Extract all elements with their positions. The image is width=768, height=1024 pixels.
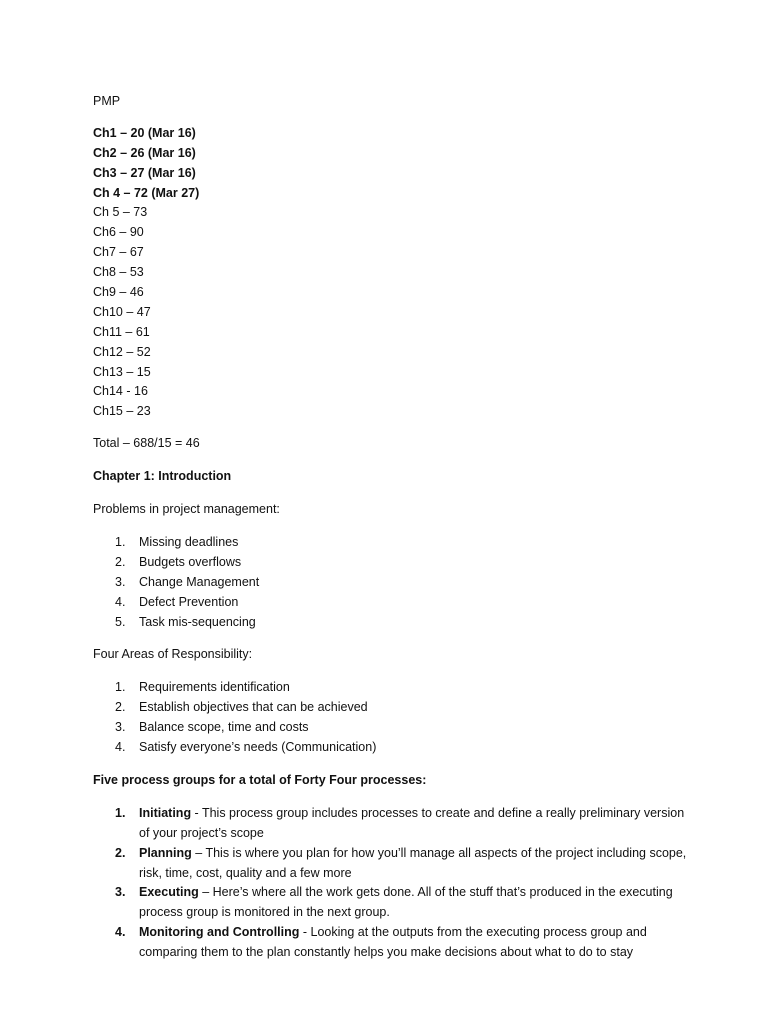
chapter-line: Ch11 – 61	[93, 324, 150, 339]
group-name: Initiating	[139, 805, 192, 820]
list-item: 3. Executing – Here’s where all the work gets done. All of the stuff that’s produced in the executing process group is monitored in the next group.	[115, 885, 673, 920]
chapter-line: Ch15 – 23	[93, 404, 151, 419]
list-item: 2. Budgets overflows	[93, 553, 693, 573]
list-item-text: Change Management	[139, 574, 260, 589]
list-item-text: Task mis-sequencing	[139, 614, 256, 629]
list-item: 4. Defect Prevention	[93, 593, 693, 613]
chapter-line: Ch 5 – 73	[93, 205, 148, 220]
list-item: 1. Requirements identification	[93, 678, 693, 698]
chapter-heading: Chapter 1: Introduction	[93, 469, 232, 484]
list-item: 5. Task mis-sequencing	[93, 613, 693, 633]
chapter-line: Ch10 – 47	[93, 304, 151, 319]
chapter-line: Ch3 – 27 (Mar 16)	[93, 165, 196, 180]
chapter-line: Ch9 – 46	[93, 285, 144, 300]
group-desc: - Looking at the outputs from the executing process group and comparing them to the plan constantly helps you make decisions about what to do to stay	[139, 925, 647, 960]
list-item-text: Balance scope, time and costs	[139, 720, 309, 735]
chapter-line: Ch 4 – 72 (Mar 27)	[93, 185, 200, 200]
chapter-line: Ch1 – 20 (Mar 16)	[93, 125, 196, 140]
list-item: 4. Monitoring and Controlling - Looking at the outputs from the executing process group and comparing them to the plan constantly helps you make decisions about what to do to stay	[115, 925, 647, 960]
process-groups-list	[93, 804, 693, 963]
list-item-text: Requirements identification	[139, 680, 290, 695]
list-item: 4. Satisfy everyone’s needs (Communication)	[93, 738, 693, 758]
chapter-line: Ch2 – 26 (Mar 16)	[93, 145, 196, 160]
group-desc: – This is where you plan for how you’ll manage all aspects of the project including scope, risk, time, cost, quality and a few more	[139, 845, 687, 880]
group-name: Monitoring and Controlling	[139, 925, 300, 940]
list-item: 2. Establish objectives that can be achieved	[93, 698, 693, 718]
list-item: 3. Balance scope, time and costs	[93, 718, 693, 738]
chapter-line: Ch8 – 53	[93, 265, 144, 280]
total-line: Total – 688/15 = 46	[93, 436, 200, 451]
areas-list	[93, 678, 693, 758]
problems-heading: Problems in project management:	[93, 502, 280, 517]
list-item-text: Establish objectives that can be achieved	[139, 700, 368, 715]
list-item: 2. Planning – This is where you plan for how you’ll manage all aspects of the project including scope, risk, time, cost, quality and a few more	[115, 845, 687, 880]
document-body	[93, 92, 693, 963]
list-item: 1. Initiating - This process group includes processes to create and define a really preliminary version of your project’s scope	[115, 805, 685, 840]
list-item-text: Missing deadlines	[139, 534, 239, 549]
chapter-line: Ch14 - 16	[93, 384, 148, 399]
list-item: 3. Change Management	[93, 573, 693, 593]
group-desc: – Here’s where all the work gets done. All of the stuff that’s produced in the executing process group is monitored in the next group.	[139, 885, 673, 920]
chapter-line: Ch6 – 90	[93, 225, 144, 240]
group-desc: - This process group includes processes to create and define a really preliminary version of your project’s scope	[139, 805, 685, 840]
chapter-line: Ch12 – 52	[93, 344, 151, 359]
chapter-line: Ch13 – 15	[93, 364, 151, 379]
groups-heading: Five process groups for a total of Forty Four processes:	[93, 772, 427, 787]
list-item: 1. Missing deadlines	[93, 533, 693, 553]
list-item-text: Budgets overflows	[139, 554, 242, 569]
areas-heading: Four Areas of Responsibility:	[93, 647, 253, 662]
problems-list	[93, 533, 693, 633]
list-item-text: Defect Prevention	[139, 594, 239, 609]
group-name: Planning	[139, 845, 192, 860]
list-item-text: Satisfy everyone’s needs (Communication)	[139, 740, 377, 755]
chapter-line: Ch7 – 67	[93, 245, 144, 260]
chapter-list	[93, 124, 693, 422]
doc-title: PMP	[93, 94, 121, 108]
group-name: Executing	[139, 885, 199, 900]
